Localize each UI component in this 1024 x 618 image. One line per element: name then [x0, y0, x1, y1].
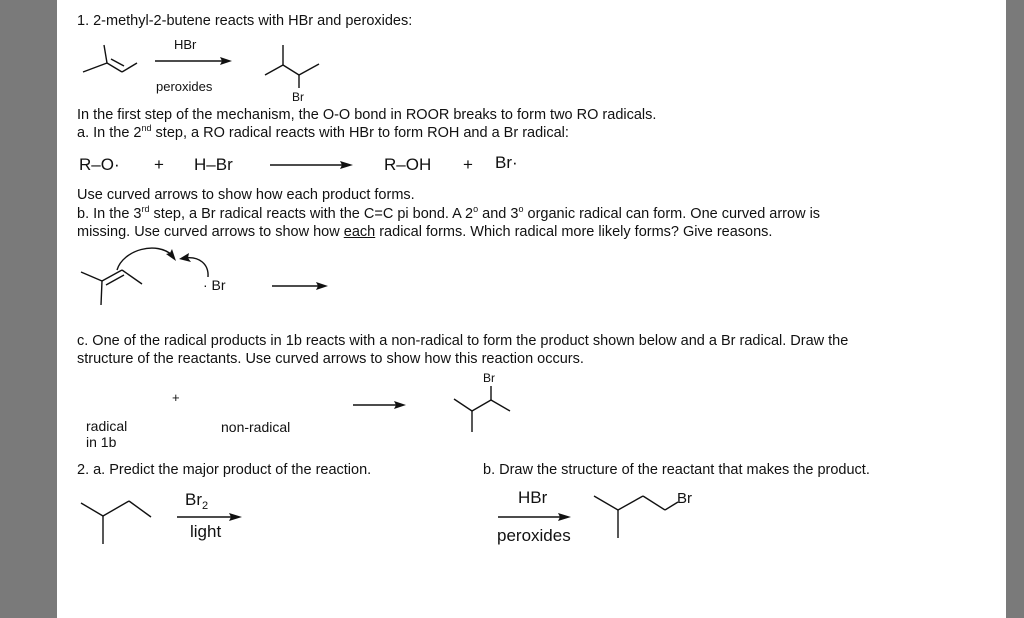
q2b-reaction-arrow — [498, 513, 571, 521]
q1b-alkene-structure — [81, 270, 142, 305]
q2a-reagent-br2: $Br_2$ — [185, 490, 209, 512]
mechanism-intro: In the first step of the mechanism, the O-O bond in ROOR breaks to form two RO radicals. — [77, 107, 657, 123]
q2b-condition-peroxides: peroxides — [497, 526, 571, 545]
eq-roh: R–OH — [384, 155, 432, 174]
q2b-product-structure — [594, 496, 678, 538]
q1c-radical-label-2: in 1b — [86, 434, 117, 450]
q1c-line1: c. One of the radical products in 1b reacts with a non-radical to form the product shown below and a Br radical. Draw the — [77, 333, 849, 349]
q1b-br-radical: · Br — [203, 277, 226, 293]
q2a-reactant-structure — [81, 501, 151, 544]
q1-reactant-alkene-structure — [83, 45, 137, 72]
q1c-product-structure — [454, 386, 510, 432]
structures-layer — [57, 0, 1006, 618]
q1c-plus: + — [172, 390, 180, 405]
eq-br-radical: Br· — [495, 153, 518, 172]
q1b-curved-arrow-radical — [179, 253, 208, 277]
q1c-product-br: Br — [483, 371, 495, 385]
q1b-curved-arrow-pi — [117, 248, 176, 270]
q1b-line1: b. In the 3rd step, a Br radical reacts with the C=C pi bond. A 2$^o$ and 3$^o$ organic radical can form. One curved arrow is — [77, 204, 821, 222]
q1b-line2: missing. Use curved arrows to show how each radical forms. Which radical more likely forms? Give reasons. — [77, 224, 773, 240]
q2b-title: b. Draw the structure of the reactant that makes the product. — [483, 462, 870, 478]
q1-product-structure — [265, 45, 319, 88]
q1b-reaction-arrow — [272, 282, 328, 290]
eq-plus-1: + — [154, 155, 164, 174]
q1-reaction-arrow — [155, 57, 232, 65]
q1-reagent-peroxides: peroxides — [156, 79, 213, 94]
worksheet-page — [57, 0, 1006, 618]
eq-ro-radical: R–O· — [79, 155, 120, 174]
q2a-reaction-arrow — [177, 513, 242, 521]
q1c-reaction-arrow — [353, 401, 406, 409]
equation-arrow — [270, 161, 353, 169]
q1a-text: a. In the 2nd step, a RO radical reacts with HBr to form ROH and a Br radical: — [77, 123, 569, 141]
q1c-radical-label: radical — [86, 418, 128, 434]
q1-reagent-hbr: HBr — [174, 37, 197, 52]
q1-product-br: Br — [292, 90, 304, 104]
eq-plus-2: + — [463, 155, 473, 174]
q1-title: 1. 2-methyl-2-butene reacts with HBr and peroxides: — [77, 13, 413, 29]
q1a-instruction: Use curved arrows to show how each product forms. — [77, 187, 415, 203]
q2b-reagent-hbr: HBr — [518, 488, 548, 507]
q2a-title: 2. a. Predict the major product of the reaction. — [77, 462, 372, 478]
q1c-line2: structure of the reactants. Use curved arrows to show how this reaction occurs. — [77, 351, 584, 367]
q1c-nonradical-label: non-radical — [221, 419, 291, 435]
eq-hbr: H–Br — [194, 155, 233, 174]
q2b-product-br: Br — [677, 490, 692, 507]
q2a-condition-light: light — [190, 522, 222, 541]
